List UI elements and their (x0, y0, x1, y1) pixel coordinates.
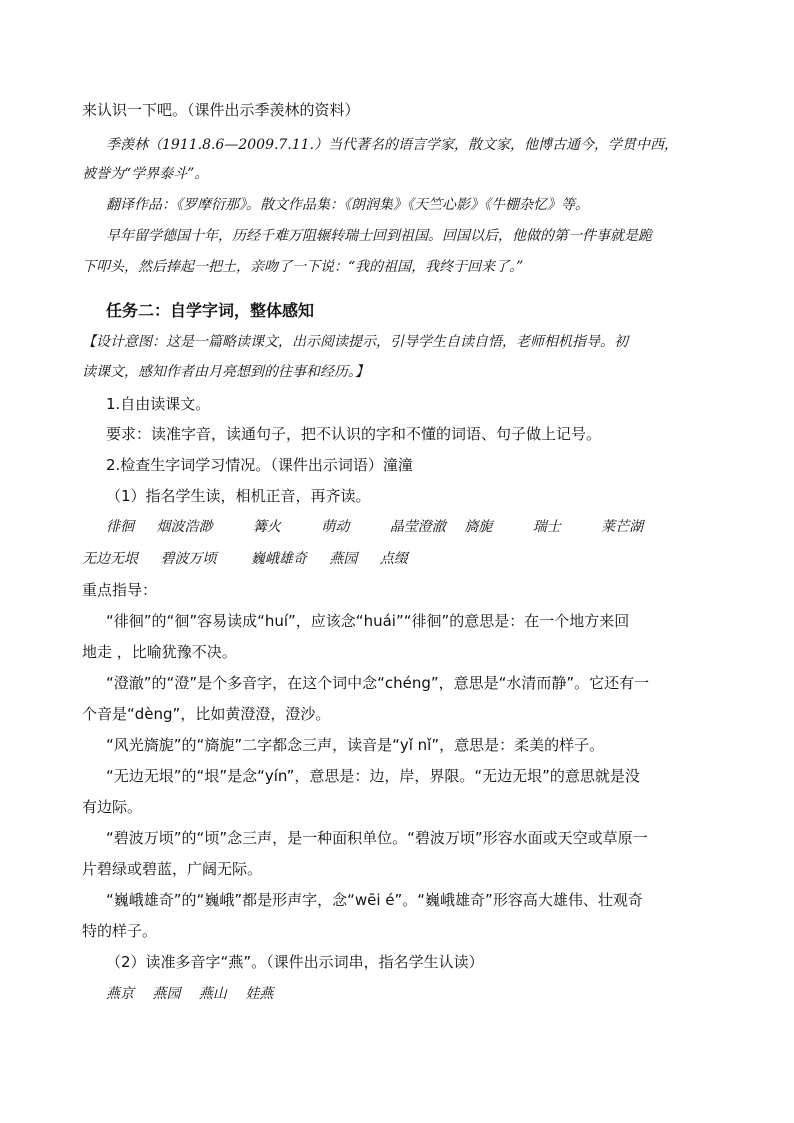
word-item: 莱芒湖 (601, 519, 644, 535)
text-line: 2.检查生字词学习情况。（课件出示词语）潼潼 (106, 456, 413, 474)
text-line: （2）读准多音字“燕”。（课件出示词串，指名学生认读） (106, 953, 484, 971)
text-line: 下叩头，然后捧起一把土，亲吻了一下说：“我的祖国，我终于回来了。” (82, 259, 524, 275)
word-item: 碧波万顷 (160, 551, 217, 567)
text-line: “徘徊”的“徊”容易读成“huí”，应该念“huái”“徘徊”的意思是：在一个地方来回 (106, 612, 630, 630)
text-line: 重点指导： (82, 581, 158, 599)
word-item: 萌动 (321, 519, 350, 535)
text-line: 特的样子。 (82, 922, 158, 940)
word-item: 娃燕 (245, 986, 274, 1002)
section-heading: 任务二：自学字词，整体感知 (106, 301, 315, 320)
word-item: 烟波浩渺 (156, 519, 213, 535)
word-item: 点缀 (379, 551, 408, 567)
text-line: 来认识一下吧。（课件出示季羡林的资料） (82, 101, 360, 119)
text-line: 个音是“dèng”，比如黄澄澄，澄沙。 (82, 705, 331, 723)
word-item: 晶莹澄澈 (389, 519, 446, 535)
word-item: 篝火 (252, 519, 281, 535)
text-line: “风光旖旎”的“旖旎”二字都念三声，读音是“yǐ nǐ”，意思是：柔美的样子。 (106, 736, 605, 754)
text-line: 被誉为“学界泰斗”。 (82, 166, 209, 182)
word-item: 徘徊 (106, 519, 134, 535)
text-line: “巍峨雄奇”的“巍峨”都是形声字，念“wēi é”。“巍峨雄奇”形容高大雄伟、壮观奇 (106, 891, 643, 909)
word-item: 燕京 (106, 986, 134, 1002)
word-list (82, 548, 408, 570)
text-line: 地走 ，比喻犹豫不决。 (82, 643, 237, 661)
text-line: 要求：读准字音，读通句子，把不认识的字和不懂的词语、句子做上记号。 (106, 425, 602, 443)
text-line: “无边无垠”的“垠”是念“yín”，意思是：边，岸，界限。“无边无垠”的意思就是没 (106, 767, 640, 785)
text-line: “澄澈”的“澄”是个多音字，在这个词中念“chéng”，意思是“水清而静”。它还有一 (106, 674, 650, 692)
word-list (106, 983, 273, 1005)
text-line: 读课文，感知作者由月亮想到的往事和经历。】 (82, 364, 369, 380)
word-item: 燕山 (198, 986, 227, 1002)
text-line: 早年留学德国十年，历经千难万阻辗转瑞士回到祖国。回国以后，他做的第一件事就是跪 (106, 228, 652, 244)
word-item: 燕园 (152, 986, 181, 1002)
word-item: 旖旎 (464, 519, 493, 535)
word-item: 巍峨雄奇 (250, 551, 307, 567)
text-line: （1）指名学生读，相机正音，再齐读。 (106, 487, 371, 505)
text-line: 翻译作品：《罗摩衍那》。散文作品集：《朗润集》《天竺心影》《牛棚杂忆》等。 (106, 197, 589, 213)
text-line: 【设计意图：这是一篇略读课文，出示阅读提示，引导学生自读自悟，老师相机指导。初 (82, 334, 628, 350)
word-item: 瑞士 (532, 519, 561, 535)
text-line: 片碧绿或碧蓝，广阔无际。 (82, 860, 263, 878)
text-line: 1.自由读课文。 (106, 395, 211, 413)
text-line: 有边际。 (82, 798, 143, 816)
word-list (106, 516, 643, 538)
word-item: 无边无垠 (82, 551, 138, 567)
text-line: 季羡林（1911.8.6—2009.7.11.）当代著名的语言学家，散文家，他博古通今，学贯中西， (106, 137, 679, 153)
text-line: “碧波万顷”的“顷”念三声，是一种面积单位。“碧波万顷”形容水面或天空或草原一 (106, 829, 648, 847)
word-item: 燕园 (329, 551, 358, 567)
